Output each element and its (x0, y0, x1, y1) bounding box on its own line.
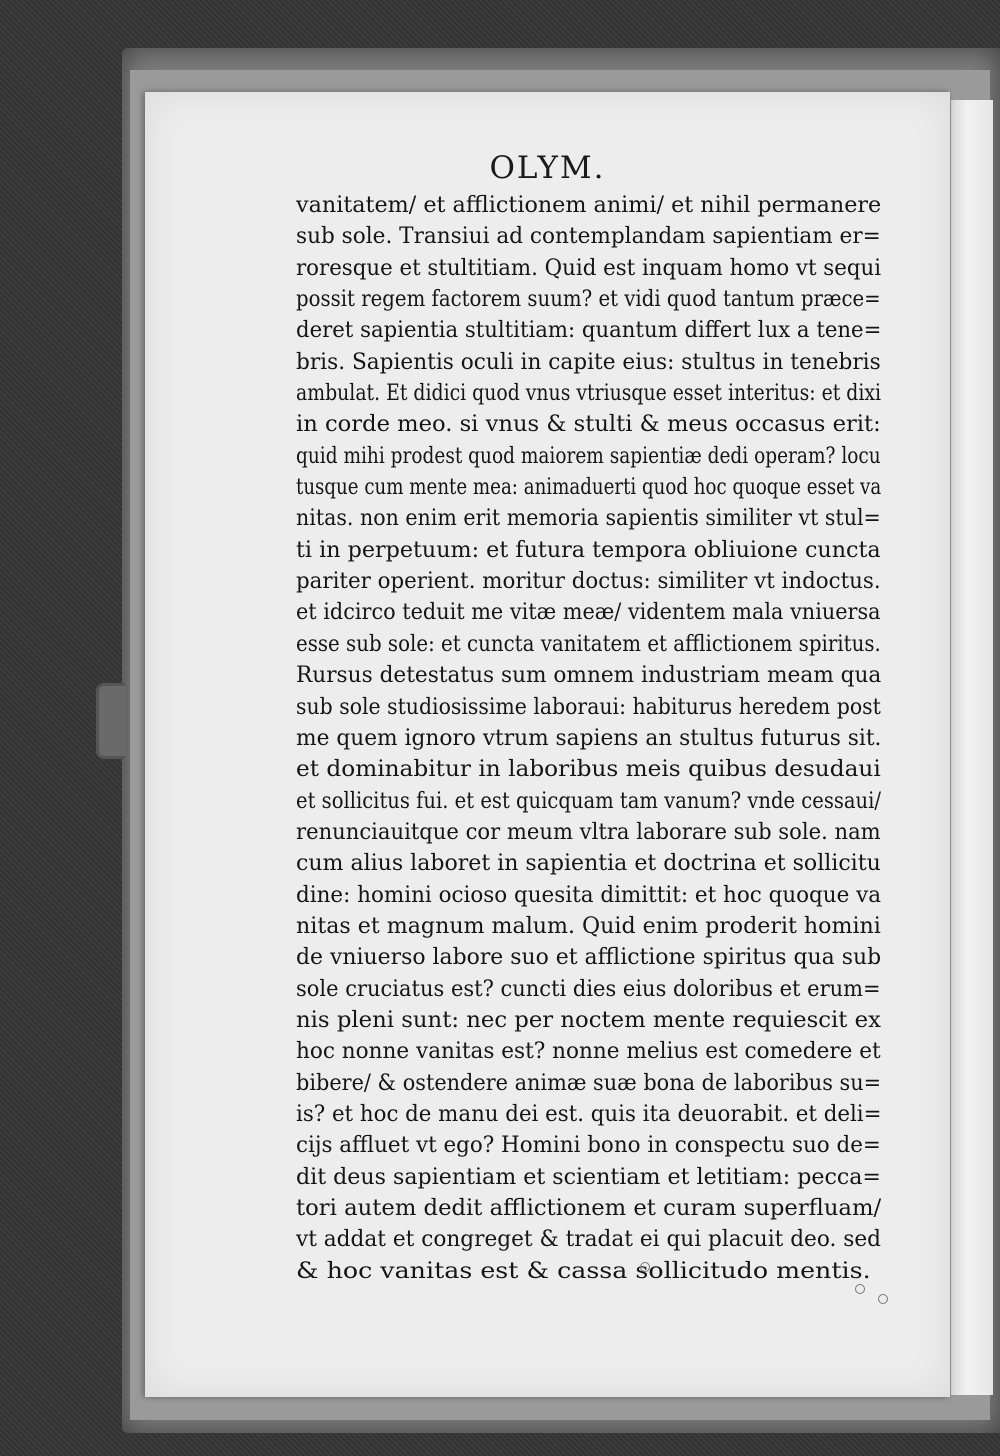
text-line: & hoc vanitas est & cassa sollicitudo mentis. (296, 1258, 871, 1284)
book-clasp (96, 683, 125, 759)
text-line: dit deus sapientiam et scientiam et letitiam: pecca= (296, 1164, 881, 1190)
text-line: de vniuerso labore suo et afflictione spiritus qua sub (296, 945, 881, 971)
text-line: deret sapientia stultitiam: quantum differt lux a tene= (296, 318, 881, 344)
text-line: possit regem factorem suum? et vidi quod tantum præce= (296, 287, 881, 313)
text-line: is? et hoc de manu dei est. quis ita deuorabit. et deli= (296, 1101, 881, 1127)
running-head: OLYM. (489, 150, 606, 186)
text-line: renunciauitque cor meum vltra laborare sub sole. nam (296, 819, 881, 845)
text-block (296, 190, 881, 1287)
text-line: nitas. non enim erit memoria sapientis similiter vt stul= (296, 506, 881, 532)
text-line: vanitatem/ et afflictionem animi/ et nihil permanere (296, 193, 881, 218)
text-line: vt addat et congreget & tradat ei qui placuit deo. sed (296, 1227, 881, 1253)
text-line: et sollicitus fui. et est quicquam tam vanum? vnde cessaui/ (296, 788, 881, 814)
paper-blemish (855, 1284, 865, 1294)
text-line: cijs affluet vt ego? Homini bono in conspectu suo de= (296, 1133, 881, 1159)
text-line: cum alius laboret in sapientia et doctrina et sollicitu (296, 851, 881, 877)
text-line: in corde meo. si vnus & stulti & meus occasus erit: (296, 412, 881, 438)
text-line: sub sole studiosissime laboraui: habiturus heredem post (296, 694, 881, 720)
text-line: et dominabitur in laboribus meis quibus desudaui (296, 757, 881, 783)
text-line: me quem ignoro vtrum sapiens an stultus futurus sit. (296, 725, 881, 751)
text-line: Rursus detestatus sum omnem industriam meam qua (296, 663, 881, 689)
text-line: ambulat. Et didici quod vnus vtriusque esset interitus: et dixi (296, 381, 881, 407)
text-line: hoc nonne vanitas est? nonne melius est comedere et (296, 1039, 881, 1065)
text-line: nitas et magnum malum. Quid enim proderit homini (296, 913, 881, 939)
text-line: nis pleni sunt: nec per noctem mente requiescit ex (296, 1007, 881, 1033)
text-line: sole cruciatus est? cuncti dies eius doloribus et erum= (296, 976, 881, 1002)
text-line: pariter operient. moritur doctus: similiter vt indoctus. (296, 569, 881, 595)
text-line: esse sub sole: et cuncta vanitatem et afflictionem spiritus. (296, 631, 881, 657)
text-line: tori autem dedit afflictionem et curam superfluam/ (296, 1196, 881, 1221)
next-page-edge (950, 100, 993, 1395)
text-line: quid mihi prodest quod maiorem sapientiæ dedi operam? locu (296, 443, 881, 469)
paper-blemish (878, 1294, 888, 1304)
text-line: et idcirco teduit me vitæ meæ/ videntem mala vniuersa (296, 600, 881, 626)
text-line: bris. Sapientis oculi in capite eius: stultus in tenebris (296, 349, 881, 375)
text-line: tusque cum mente mea: animaduerti quod hoc quoque esset va (296, 475, 881, 501)
text-line: ti in perpetuum: et futura tempora obliuione cuncta (296, 537, 881, 563)
text-line: roresque et stultitiam. Quid est inquam homo vt sequi (296, 255, 881, 281)
text-line: sub sole. Transiui ad contemplandam sapientiam er= (296, 224, 881, 250)
paper-blemish (640, 1262, 650, 1272)
text-line: bibere/ & ostendere animæ suæ bona de laboribus su= (296, 1070, 881, 1096)
text-line: dine: homini ocioso quesita dimittit: et hoc quoque va (296, 882, 881, 908)
